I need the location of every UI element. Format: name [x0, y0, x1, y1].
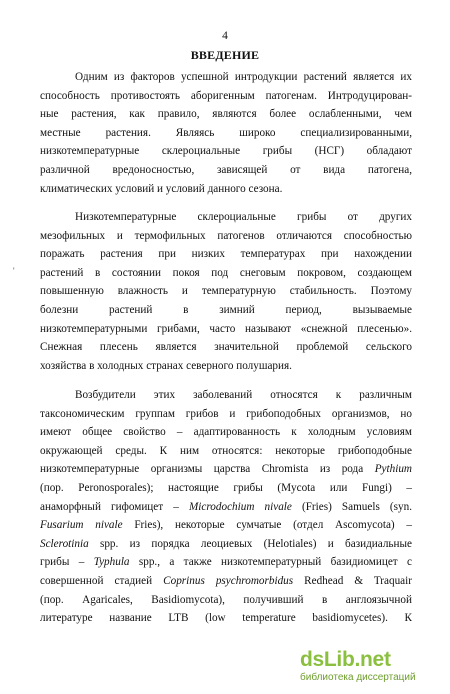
text-line: различной вредоносностью, зависящей от вида патогена,	[40, 163, 412, 176]
paragraph-3	[40, 386, 412, 628]
text-line: анаморфный гифомицет – Microdochium nivale (Fries) Samuels (syn.	[40, 500, 412, 513]
text-line: Fusarium nivale Fries), некоторые сумчатые (отдел Ascomycota) –	[40, 519, 412, 532]
watermark-subtitle: библиотека диссертаций	[300, 672, 416, 683]
text-line: хозяйства в холодных странах северного полушария.	[40, 359, 292, 372]
text-line: (пор. Agaricales, Basidiomycota), получивший в англоязычной	[40, 593, 412, 606]
text-line: низкотемпературные склероциальные грибы (НСГ) обладают	[40, 145, 412, 158]
text-line: повышенную влажность и температурную стабильность. Поэтому	[40, 285, 412, 298]
text-line: ные растения, как правило, являются более ослабленными, чем	[40, 108, 412, 121]
text-line: Низкотемпературные склероциальные грибы от других	[75, 211, 412, 223]
text-line: совершенной стадией Coprinus psychromorbidus Redhead & Traquair	[40, 574, 412, 587]
margin-mark: '	[13, 266, 15, 276]
text-line: имеют общее свойство – адаптированность к холодным условиям	[40, 426, 412, 439]
text-line: растений в состоянии покоя под снеговым покровом, создающем	[40, 266, 412, 279]
text-line: низкотемпературные организмы царства Chromista из рода Pythium	[40, 463, 412, 476]
text-line: климатических условий и условий данного сезона.	[40, 182, 283, 195]
text-line: окружающей среды. К ним относятся: некоторые грибоподобные	[40, 444, 412, 457]
text-line: местные растения. Являясь широко специализированными,	[40, 126, 412, 139]
text-line: литературе название LTB (low temperature basidiomycetes). К	[40, 612, 412, 625]
text-line: таксономическим группам грибов и грибоподобных организмов, но	[40, 407, 412, 420]
watermark	[294, 648, 444, 688]
watermark-logo: dsLib.net	[300, 648, 391, 671]
text-line: низкотемпературными грибами, часто называют «снежной плесенью».	[40, 322, 412, 335]
text-line: Одним из факторов успешной интродукции растений является их	[75, 71, 412, 83]
paragraph-2	[40, 208, 412, 375]
text-line: Sclerotinia spp. из порядка леоциевых (Helotiales) и базидиальные	[40, 537, 412, 550]
text-line: (пор. Peronosporales); настоящие грибы (Mycota или Fungi) –	[40, 481, 412, 494]
text-line: грибы – Typhula spp., а также низкотемпературный базидиомицет с	[40, 556, 412, 569]
section-title: ВВЕДЕНИЕ	[190, 48, 260, 62]
text-line: Возбудители этих заболеваний относятся к различным	[75, 389, 412, 401]
text-line: болезни растений в зимний период, вызываемые	[40, 303, 412, 316]
text-line: поражать растения при низких температурах при нахождении	[40, 248, 412, 261]
text-line: Снежная плесень является значительной проблемой сельского	[40, 341, 412, 354]
text-line: мезофильных и термофильных патогенов отличаются способностью	[40, 229, 412, 242]
paragraph-1	[40, 68, 412, 198]
text-line: способность противостоять аборигенным патогенам. Интродуцирован-	[40, 89, 412, 102]
page-number: 4	[222, 30, 228, 42]
